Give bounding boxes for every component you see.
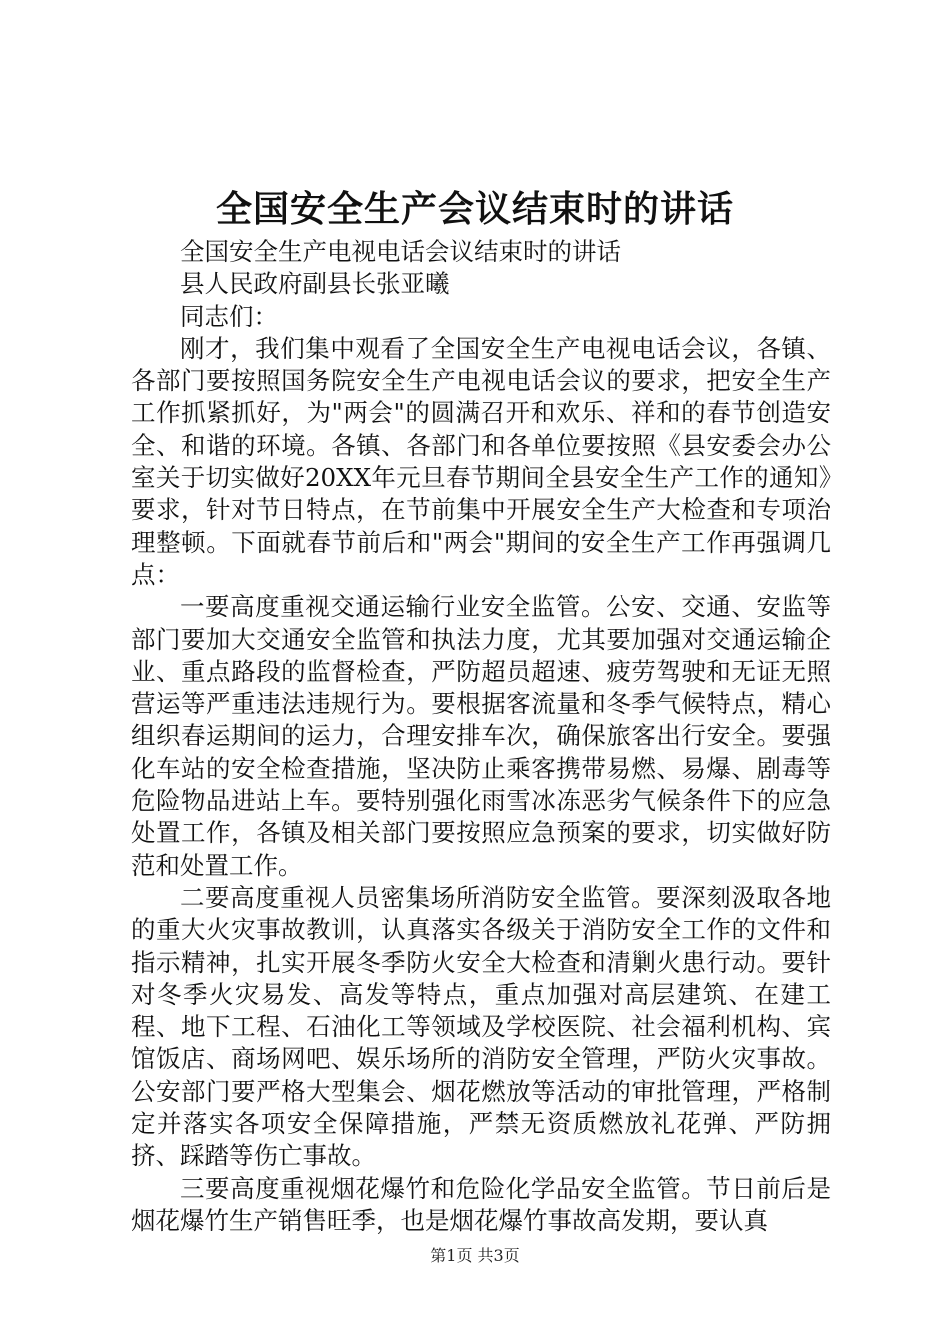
body-paragraph-subtitle: 全国安全生产电视电话会议结束时的讲话 — [180, 237, 621, 266]
body-paragraph-speaker: 县人民政府副县长张亚曦 — [180, 269, 450, 299]
body-paragraph-point-2: 二要高度重视人员密集场所消防安全监管。要深刻汲取各地的重大火灾事故教训，认真落实各级关于消防安全工作的文件和指示精神，扎实开展冬季防火安全大检查和清剿火患行动。要针对冬季火灾易发、高发等特点，重点加强对高层建筑、在建工程、地下工程、石油化工等领域及学校医院、社会福利机构、宾馆饭店、商场网吧、娱乐场所的消防安全管理，严防火灾事故。公安部门要严格大型集会、烟花燃放等活动的审批管理，严格制定并落实各项安全保障措施，严禁无资质燃放礼花弹、严防拥挤、踩踏等伤亡事故。 — [131, 882, 831, 1171]
body-paragraph-point-1: 一要高度重视交通运输行业安全监管。公安、交通、安监等部门要加大交通安全监管和执法力度，尤其要加强对交通运输企业、重点路段的监督检查，严防超员超速、疲劳驾驶和无证无照营运等严重违法违规行为。要根据客流量和冬季气候特点，精心组织春运期间的运力，合理安排车次，确保旅客出行安全。要强化车站的安全检查措施，坚决防止乘客携带易燃、易爆、剧毒等危险物品进站上车。要特别强化雨雪冰冻恶劣气候条件下的应急处置工作，各镇及相关部门要按照应急预案的要求，切实做好防范和处置工作。 — [131, 592, 831, 880]
body-paragraph-salutation: 同志们： — [180, 301, 278, 331]
body-paragraph-intro: 刚才，我们集中观看了全国安全生产电视电话会议，各镇、各部门要按照国务院安全生产电视电话会议的要求，把安全生产工作抓紧抓好，为"两会"的圆满召开和欢乐、祥和的春节创造安全、和谐的环境。各镇、各部门和各单位要按照《县安委会办公室关于切实做好20XX年元旦春节期间全县安全生产工作的通知》要求，针对节日特点，在节前集中开展安全生产大检查和专项治理整顿。下面就春节前后和"两会"期间的安全生产工作再强调几点： — [131, 333, 831, 589]
body-paragraph-point-3: 三要高度重视烟花爆竹和危险化学品安全监管。节日前后是烟花爆竹生产销售旺季，也是烟花爆竹事故高发期，要认真 — [131, 1173, 831, 1235]
document-title: 全国安全生产会议结束时的讲话 — [215, 188, 734, 230]
document-body — [131, 236, 831, 1237]
page-number-footer: 第1页 共3页 — [430, 1246, 520, 1265]
